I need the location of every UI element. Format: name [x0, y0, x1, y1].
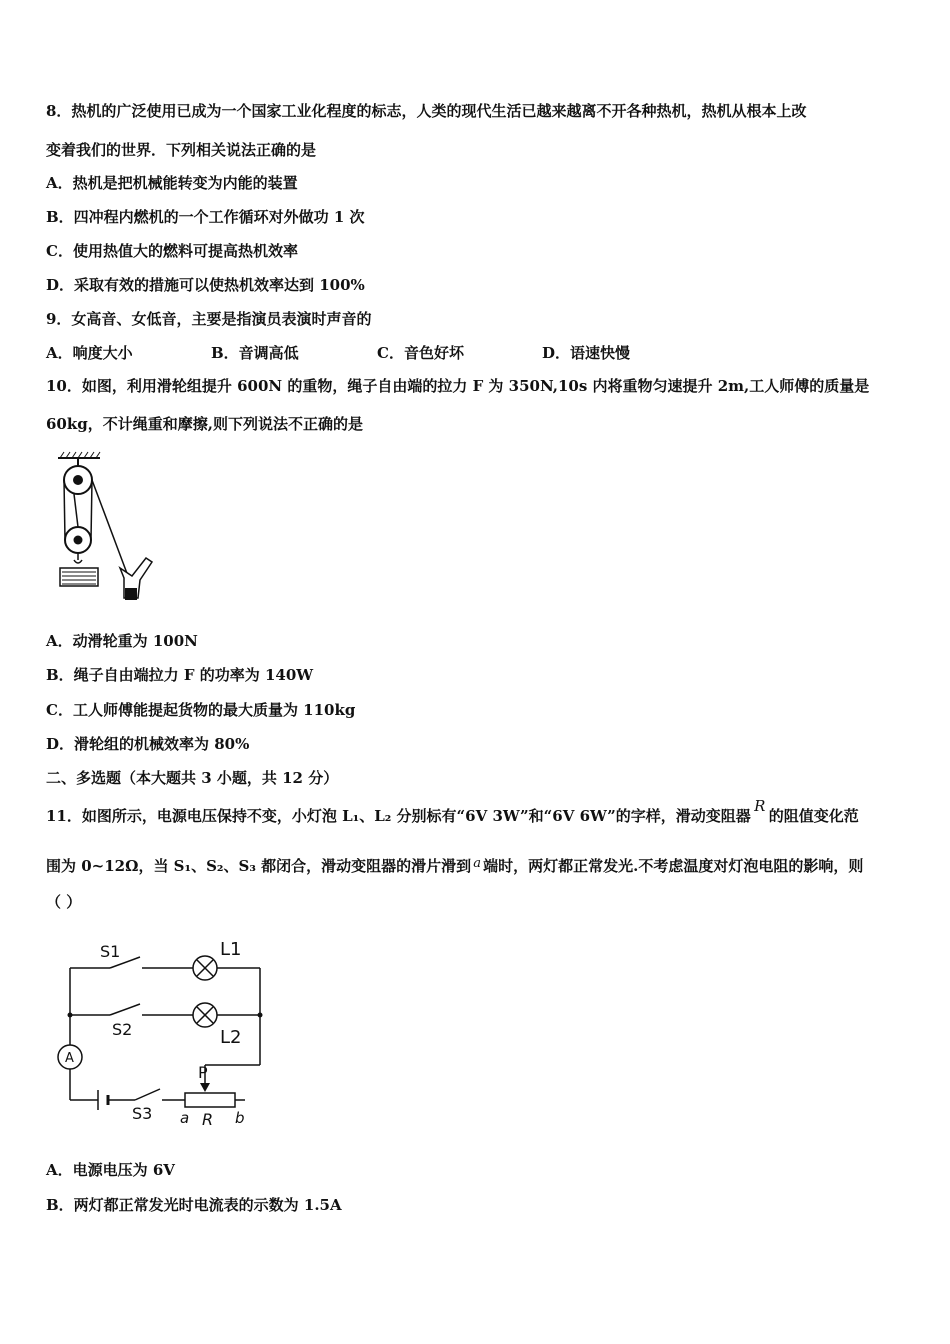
section2-heading: 二、多选题（本大题共 3 小题，共 12 分） — [46, 769, 339, 787]
q9-option-b: B．音调高低 — [211, 344, 299, 362]
q11-option-a: A．电源电压为 6V — [46, 1161, 175, 1179]
label-ammeter: A — [65, 1051, 74, 1066]
q8-option-a: A．热机是把机械能转变为内能的装置 — [46, 174, 298, 192]
q10-stem-line2: 60kg，不计绳重和摩擦,则下列说法不正确的是 — [46, 415, 363, 433]
q11-stem-line1 — [46, 797, 859, 826]
q11-stem-line2 — [46, 856, 863, 878]
q11-stem-line1a: 11．如图所示，电源电压保持不变，小灯泡 L₁、L₂ 分别标有“6V 3W”和“6V 6W”的字样，滑动变阻器 — [46, 807, 751, 825]
circuit-diagram — [50, 935, 280, 1135]
label-s1: S1 — [100, 942, 121, 961]
q9-option-c: C．音色好坏 — [377, 344, 464, 362]
label-a: a — [180, 1109, 190, 1127]
q10-option-c: C．工人师傅能提起货物的最大质量为 110kg — [46, 701, 356, 719]
q8-option-c: C．使用热值大的燃料可提高热机效率 — [46, 242, 298, 260]
label-p: P — [198, 1063, 208, 1082]
q11-var-a: a — [473, 856, 481, 871]
q11-stem-line1b: 的阻值变化范 — [768, 807, 859, 825]
q11-var-r: R — [754, 797, 766, 815]
label-b: b — [235, 1109, 245, 1127]
label-l2: L2 — [220, 1027, 242, 1048]
q10-stem-line1: 10．如图，利用滑轮组提升 600N 的重物，绳子自由端的拉力 F 为 350N,10s 内将重物匀速提升 2m,工人师傅的质量是 — [46, 377, 870, 395]
q11-stem-line2b: 端时，两灯都正常发光.不考虑温度对灯泡电阻的影响，则 — [483, 857, 864, 875]
label-r: R — [202, 1110, 214, 1129]
q10-option-a: A．动滑轮重为 100N — [46, 632, 198, 650]
q9-option-a: A．响度大小 — [46, 344, 133, 362]
q9-option-d: D．语速快慢 — [542, 344, 631, 362]
q11-option-b: B．两灯都正常发光时电流表的示数为 1.5A — [46, 1196, 342, 1214]
q10-option-b: B．绳子自由端拉力 F 的功率为 140W — [46, 666, 314, 684]
q9-stem: 9．女高音、女低音，主要是指演员表演时声音的 — [46, 310, 372, 328]
label-l1: L1 — [220, 939, 242, 960]
q11-stem-line2a: 围为 0~12Ω，当 S₁、S₂、S₃ 都闭合，滑动变阻器的滑片滑到 — [46, 857, 472, 875]
q8-option-b: B．四冲程内燃机的一个工作循环对外做功 1 次 — [46, 208, 365, 226]
label-s2: S2 — [112, 1020, 133, 1039]
pulley-system-figure — [50, 448, 160, 608]
q10-option-d: D．滑轮组的机械效率为 80% — [46, 735, 250, 753]
label-s3: S3 — [132, 1104, 153, 1123]
q8-stem-line2: 变着我们的世界．下列相关说法正确的是 — [46, 141, 317, 159]
q8-option-d: D．采取有效的措施可以使热机效率达到 100% — [46, 276, 365, 294]
q11-stem-line3: （ ） — [46, 893, 82, 911]
q8-stem-line1: 8．热机的广泛使用已成为一个国家工业化程度的标志，人类的现代生活已越来越离不开各种热机，热机从根本上改 — [46, 102, 807, 120]
